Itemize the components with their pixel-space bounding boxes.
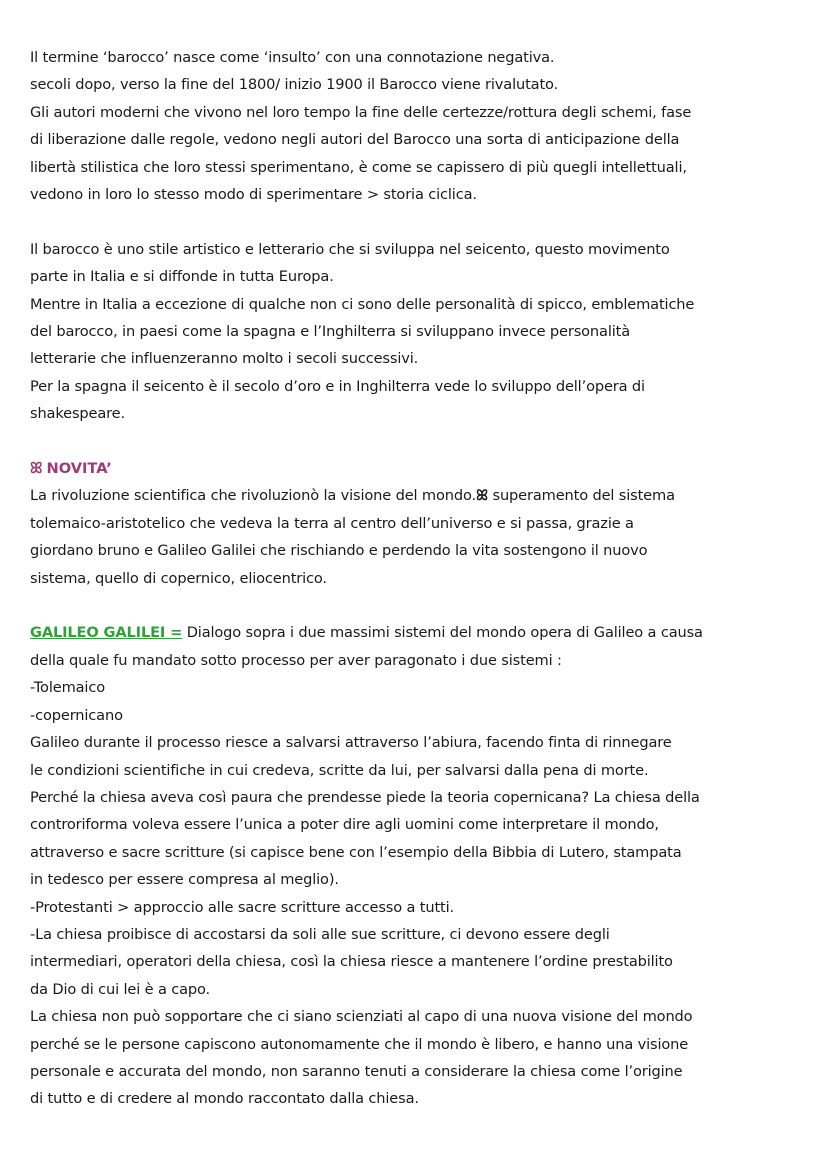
text-line: Per la spagna il seicento è il secolo d’oro e in Inghilterra vede lo sviluppo dell’opera di (30, 377, 645, 395)
text-line (30, 619, 800, 646)
text-line: Mentre in Italia a eccezione di qualche non ci sono delle personalità di spicco, emblematiche (30, 295, 695, 313)
text-line: in tedesco per essere compresa al meglio). (30, 871, 339, 889)
heading-label: NOVITA’ (46, 460, 112, 478)
text-line: perché se le persone capiscono autonomamente che il mondo è libero, e hanno una visione (30, 1035, 689, 1053)
text-line: Galileo durante il processo riesce a salvarsi attraverso l’abiura, facendo finta di rinnegare (30, 734, 672, 752)
text-line: Perché la chiesa aveva così paura che prendesse piede la teoria copernicana? La chiesa della (30, 788, 700, 806)
text-line: -Tolemaico (30, 679, 105, 697)
text-line: -copernicano (30, 706, 123, 724)
text-line: -Protestanti > approccio alle sacre scritture accesso a tutti. (30, 898, 455, 916)
section-galileo (30, 619, 800, 1112)
text-line: Il termine ‘barocco’ nasce come ‘insulto’ con una connotazione negativa. (30, 49, 555, 66)
text-line: shakespeare. (30, 405, 125, 423)
paragraph-spacer (30, 428, 800, 455)
knot-icon: ꕤ (30, 459, 43, 478)
knot-icon: ꕤ (476, 487, 488, 505)
text-line: attraverso e sacre scritture (si capisce bene con l’esempio della Bibbia di Lutero, stampata (30, 843, 682, 861)
text-line: Il barocco è uno stile artistico e letterario che si sviluppa nel seicento, questo movimento (30, 240, 670, 258)
text-line: della quale fu mandato sotto processo per aver paragonato i due sistemi : (30, 651, 562, 669)
text-line: libertà stilistica che loro stessi sperimentano, è come se capissero di più quegli intellettuali, (30, 158, 687, 176)
text-line: intermediari, operatori della chiesa, così la chiesa riesce a mantenere l’ordine prestabilito (30, 953, 673, 971)
text-segment: Dialogo sopra i due massimi sistemi del mondo opera di Galileo a causa (182, 624, 703, 642)
text-line: personale e accurata del mondo, non saranno tenuti a considerare la chiesa come l’origine (30, 1062, 683, 1080)
text-segment: superamento del sistema (488, 487, 675, 505)
text-line: secoli dopo, verso la fine del 1800/ inizio 1900 il Barocco viene rivalutato. (30, 76, 559, 94)
text-line: di tutto e di credere al mondo raccontato dalla chiesa. (30, 1090, 419, 1108)
text-line: giordano bruno e Galileo Galilei che rischiando e perdendo la vita sostengono il nuovo (30, 542, 648, 560)
text-line: tolemaico-aristotelico che vedeva la terra al centro dell’universo e si passa, grazie a (30, 514, 634, 532)
text-line: vedono in loro lo stesso modo di sperimentare > storia ciclica. (30, 186, 477, 204)
text-line: le condizioni scientifiche in cui credeva, scritte da lui, per salvarsi dalla pena di morte. (30, 761, 649, 779)
text-line: da Dio di cui lei è a capo. (30, 980, 211, 998)
paragraph-barocco-definition (30, 236, 800, 428)
text-line: Gli autori moderni che vivono nel loro tempo la fine delle certezze/rottura degli schemi, fase (30, 103, 692, 121)
galileo-label: GALILEO GALILEI = (30, 624, 183, 642)
section-novita (30, 455, 800, 592)
section-heading-novita (30, 455, 800, 482)
text-line: sistema, quello di copernico, eliocentrico. (30, 569, 327, 587)
text-line: La chiesa non può sopportare che ci siano scienziati al capo di una nuova visione del mondo (30, 1008, 693, 1026)
text-line: parte in Italia e si diffonde in tutta Europa. (30, 268, 334, 286)
text-segment: La rivoluzione scientifica che rivoluzionò la visione del mondo. (30, 487, 476, 505)
paragraph-spacer (30, 592, 800, 619)
text-line (30, 482, 800, 509)
paragraph-barocco-origin (30, 44, 800, 208)
text-line: controriforma voleva essere l’unica a poter dire agli uomini come interpretare il mondo, (30, 816, 659, 834)
text-line: di liberazione dalle regole, vedono negli autori del Barocco una sorta di anticipazione della (30, 131, 680, 149)
paragraph-spacer (30, 208, 800, 235)
text-line: letterarie che influenzeranno molto i secoli successivi. (30, 350, 419, 368)
text-line: del barocco, in paesi come la spagna e l’Inghilterra si sviluppano invece personalità (30, 323, 631, 341)
text-line: -La chiesa proibisce di accostarsi da soli alle sue scritture, ci devono essere degli (30, 925, 610, 943)
